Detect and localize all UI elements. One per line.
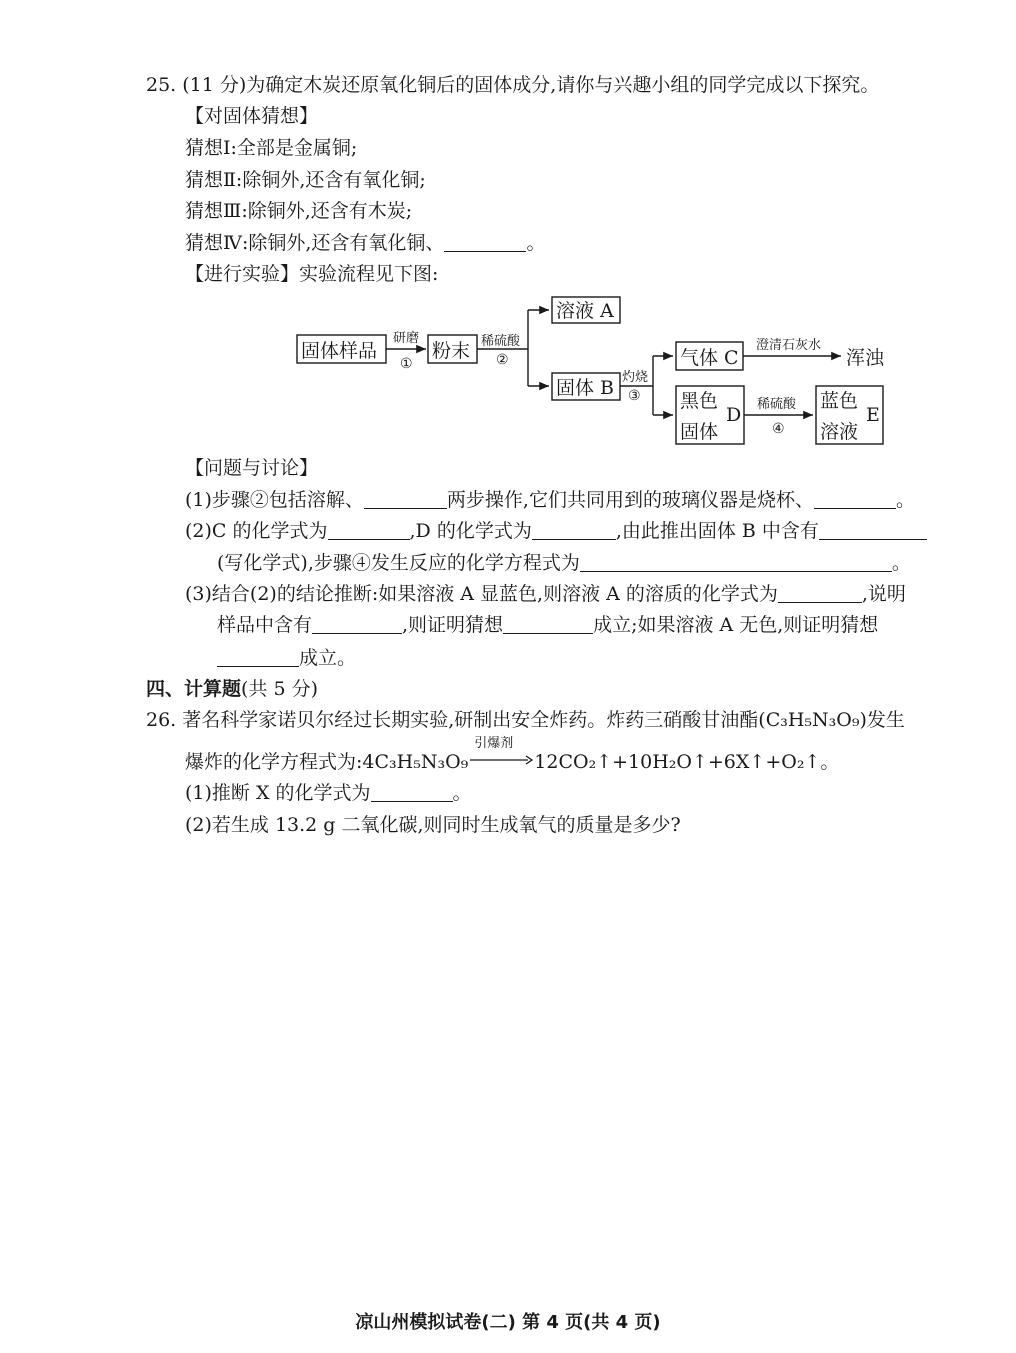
label-solid-b: 固体 B xyxy=(556,377,615,399)
heading-guess: 【对固体猜想】 xyxy=(185,105,319,127)
label-d: D xyxy=(726,404,742,426)
answer-blank[interactable] xyxy=(217,648,299,667)
label-powder: 粉末 xyxy=(432,340,471,362)
q26-equation xyxy=(185,736,840,774)
label-turbid: 浑浊 xyxy=(846,347,885,369)
q26-part-1 xyxy=(185,781,472,805)
text: 两步操作,它们共同用到的玻璃仪器是烧杯、 xyxy=(446,489,814,511)
equation-arrow xyxy=(468,736,534,770)
answer-blank[interactable] xyxy=(312,615,402,634)
label-blue-2: 溶液 xyxy=(820,421,859,443)
heading-experiment: 【进行实验】实验流程见下图: xyxy=(185,263,439,285)
text: ,由此推出固体 B 中含有 xyxy=(615,520,819,542)
section-note: (共 5 分) xyxy=(241,678,319,700)
discussion-1 xyxy=(185,488,915,512)
answer-blank[interactable] xyxy=(814,490,896,509)
label-e: E xyxy=(866,404,880,426)
text: ,则证明猜想 xyxy=(402,614,504,636)
text: 。 xyxy=(895,489,915,511)
text: ,说明 xyxy=(861,583,906,605)
label-step-2: ② xyxy=(496,352,509,368)
label-burn: 灼烧 xyxy=(622,370,649,385)
label-step-4: ④ xyxy=(772,421,785,437)
section-4-heading xyxy=(146,677,318,701)
text: (1)步骤②包括溶解、 xyxy=(185,489,364,511)
text: (写化学式),步骤④发生反应的化学方程式为 xyxy=(217,552,580,574)
text: 成立。 xyxy=(299,647,357,669)
answer-blank[interactable] xyxy=(364,490,447,509)
experiment-flow-diagram xyxy=(0,290,1016,450)
answer-blank[interactable] xyxy=(444,233,526,252)
discussion-3-line-3 xyxy=(217,646,356,670)
guess-1: 猜想Ⅰ:全部是金属铜; xyxy=(185,137,358,159)
guess-4 xyxy=(185,231,545,255)
page-footer: 凉山州模拟试卷(二) 第 4 页(共 4 页) xyxy=(355,1312,661,1333)
text: 样品中含有 xyxy=(217,614,313,636)
equation-reactant: 爆炸的化学方程式为:4C₃H₅N₃O₉ xyxy=(185,751,469,773)
label-black-1: 黑色 xyxy=(680,390,719,412)
discussion-3-line-1 xyxy=(185,582,906,606)
label-acid-2: 稀硫酸 xyxy=(757,397,797,412)
q26-part-2: (2)若生成 13.2 g 二氧化碳,则同时生成氧气的质量是多少? xyxy=(185,814,681,836)
equation-condition: 引爆剂 xyxy=(474,736,514,751)
label-sample: 固体样品 xyxy=(301,340,378,362)
text: 。 xyxy=(891,552,911,574)
text: (1)推断 X 的化学式为 xyxy=(185,782,371,804)
label-step-1: ① xyxy=(400,356,413,372)
guess-4-end: 。 xyxy=(526,232,546,254)
discussion-2-line-2 xyxy=(217,551,911,575)
label-limewater: 澄清石灰水 xyxy=(756,338,822,353)
q25-intro: 25. (11 分)为确定木炭还原氧化铜后的固体成分,请你与兴趣小组的同学完成以下探究。 xyxy=(146,74,880,96)
guess-2: 猜想Ⅱ:除铜外,还含有氧化铜; xyxy=(185,169,426,191)
equation-products: 12CO₂↑+10H₂O↑+6X↑+O₂↑。 xyxy=(534,751,840,773)
answer-blank[interactable] xyxy=(819,521,927,540)
guess-3: 猜想Ⅲ:除铜外,还含有木炭; xyxy=(185,200,413,222)
answer-blank[interactable] xyxy=(580,553,892,572)
answer-blank[interactable] xyxy=(328,521,410,540)
answer-blank[interactable] xyxy=(778,584,862,603)
discussion-2-line-1 xyxy=(185,519,927,543)
discussion-3-line-2 xyxy=(217,613,878,637)
label-gas-c: 气体 C xyxy=(680,347,739,369)
answer-blank[interactable] xyxy=(503,615,593,634)
text: 。 xyxy=(452,782,472,804)
answer-blank[interactable] xyxy=(371,783,453,802)
label-grind: 研磨 xyxy=(393,331,420,346)
answer-blank[interactable] xyxy=(532,521,616,540)
heading-discussion: 【问题与讨论】 xyxy=(185,457,319,479)
q26-line-1: 26. 著名科学家诺贝尔经过长期实验,研制出安全炸药。炸药三硝酸甘油酯(C₃H₅N₃O₉)发生 xyxy=(146,709,905,731)
section-title: 四、计算题 xyxy=(146,678,242,700)
text: ,D 的化学式为 xyxy=(409,520,532,542)
label-blue-1: 蓝色 xyxy=(820,390,859,412)
label-black-2: 固体 xyxy=(680,421,719,443)
label-solution-a: 溶液 A xyxy=(556,300,614,322)
guess-4-text: 猜想Ⅳ:除铜外,还含有氧化铜、 xyxy=(185,232,445,254)
text: (3)结合(2)的结论推断:如果溶液 A 显蓝色,则溶液 A 的溶质的化学式为 xyxy=(185,583,778,605)
label-acid-1: 稀硫酸 xyxy=(481,334,521,349)
text: 成立;如果溶液 A 无色,则证明猜想 xyxy=(593,614,879,636)
label-step-3: ③ xyxy=(628,388,641,404)
text: (2)C 的化学式为 xyxy=(185,520,328,542)
